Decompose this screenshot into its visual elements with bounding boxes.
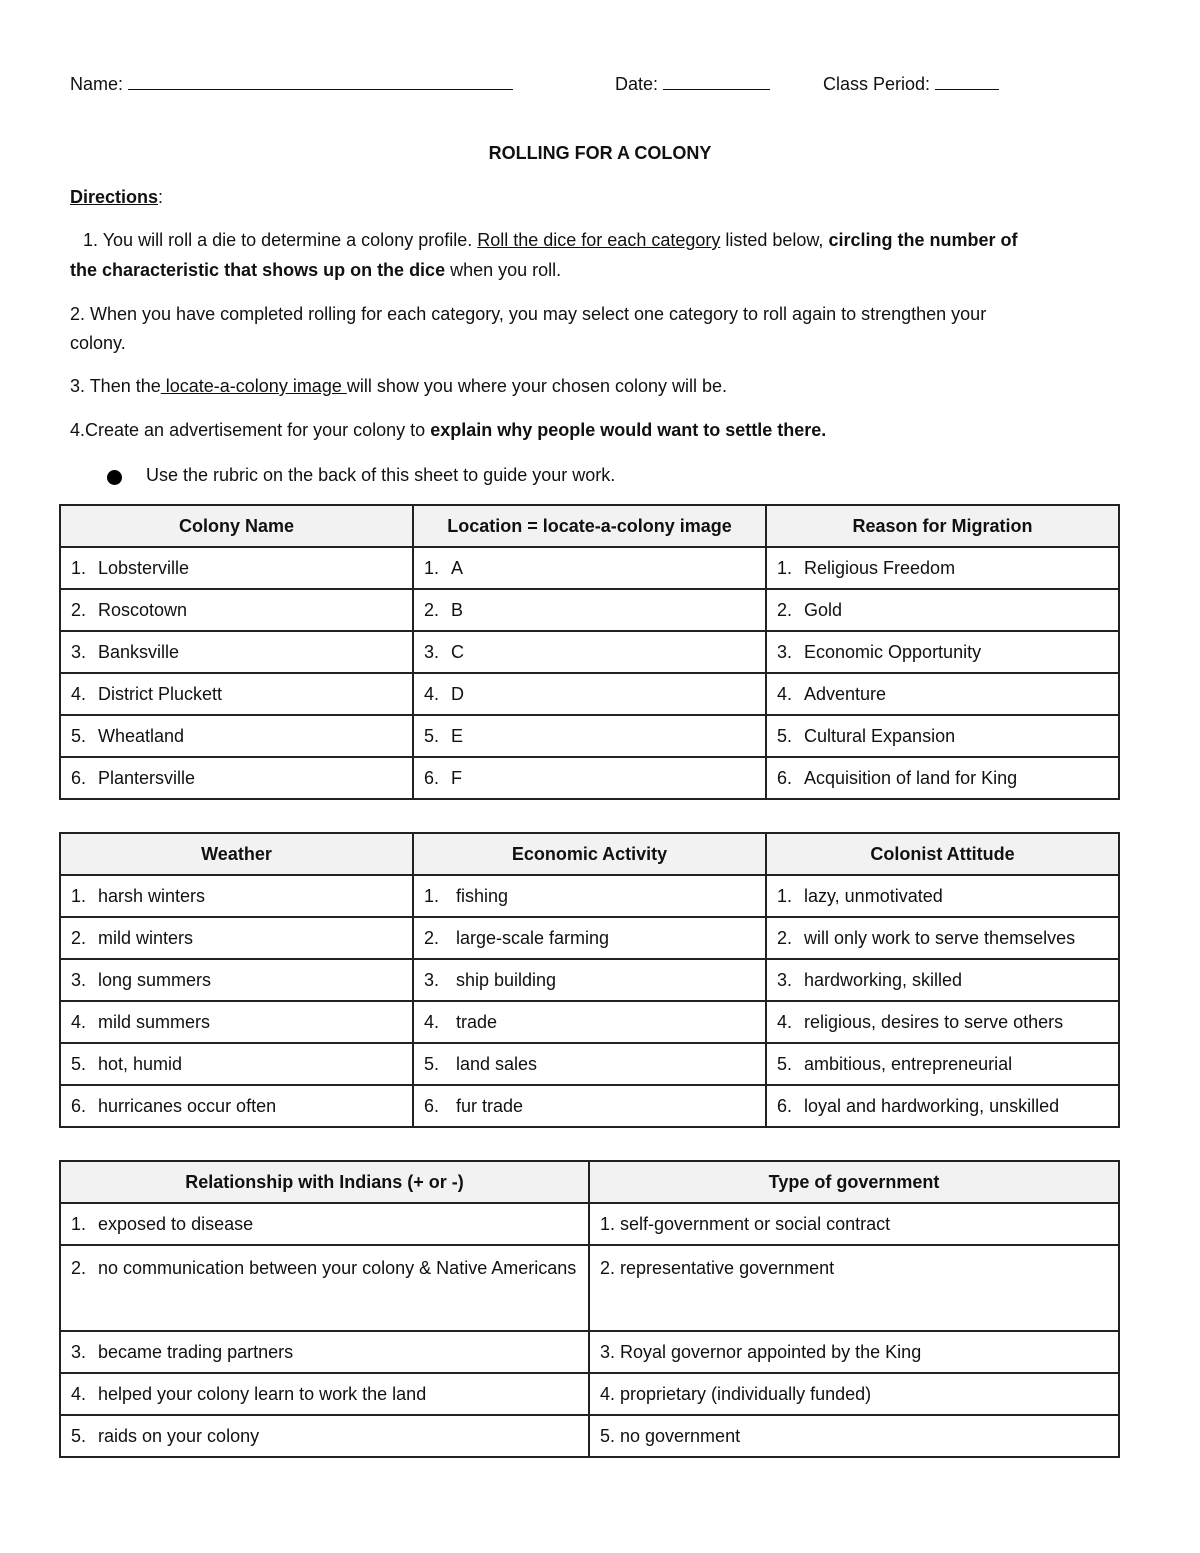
table-row [60,1415,1119,1457]
item-number: 4. [600,1383,616,1404]
item-text: Lobsterville [98,557,190,578]
name-line [70,74,513,95]
item-text: self-government or social contract [620,1213,891,1234]
table-cell[interactable] [766,917,1119,959]
item-text: long summers [98,969,212,990]
table-row [60,917,1119,959]
step-1-number: 1. [83,230,99,250]
table-cell[interactable] [766,715,1119,757]
item-text: no communication between your colony & Native Americans [98,1258,577,1278]
table-row [60,757,1119,799]
item-number: 6. [424,1095,440,1116]
table-cell[interactable] [413,757,766,799]
table-cell[interactable] [413,547,766,589]
table-cell[interactable] [60,757,413,799]
item-number: 1. [424,885,440,906]
step-4-number: 4. [70,420,86,440]
item-text: fishing [456,885,509,906]
item-text: Economic Opportunity [804,641,982,662]
table-cell[interactable] [589,1203,1119,1245]
item-number: 6. [777,767,793,788]
step-3-number: 3. [70,376,86,396]
item-number: 2. [600,1258,616,1278]
item-number: 2. [777,927,793,948]
item-text: trade [456,1011,498,1032]
date-blank[interactable] [663,75,770,90]
table-cell[interactable] [60,1203,589,1245]
item-text: harsh winters [98,885,206,906]
bullet-dot-icon [107,470,122,485]
item-text: Banksville [98,641,180,662]
item-text: hurricanes occur often [98,1095,277,1116]
table-row [60,1373,1119,1415]
item-number: 5. [71,725,87,746]
item-text: Gold [804,599,843,620]
item-number: 4. [777,1011,793,1032]
table-header-row [60,1161,1119,1203]
name-label: Name: [70,74,124,94]
table-cell[interactable] [413,631,766,673]
column-header: Relationship with Indians (+ or -) [60,1161,589,1203]
table-row [60,673,1119,715]
table-cell[interactable] [413,917,766,959]
item-number: 2. [71,1258,87,1278]
item-text: Plantersville [98,767,196,788]
item-number: 5. [71,1053,87,1074]
table-cell[interactable] [766,1085,1119,1127]
table-row [60,1331,1119,1373]
table-cell[interactable] [60,1245,589,1331]
item-text: lazy, unmotivated [804,885,943,906]
step-2-text-a: When you have completed rolling for each category, you may select one category to roll again to strengthen your [85,304,987,324]
item-text: F [451,767,462,788]
item-number: 5. [424,1053,440,1074]
table-row [60,959,1119,1001]
table-row [60,1043,1119,1085]
item-number: 1. [424,557,440,578]
item-text: Cultural Expansion [804,725,956,746]
item-number: 3. [777,641,793,662]
item-text: hardworking, skilled [804,969,963,990]
item-number: 3. [424,969,440,990]
date-line [615,74,770,95]
item-text: proprietary (individually funded) [620,1383,872,1404]
table-cell[interactable] [413,715,766,757]
step-1-text-c: when you roll. [445,260,562,280]
item-text: C [451,641,464,662]
step-4 [70,420,826,441]
table-colony-location-reason [59,504,1120,800]
step-4-text-a: Create an advertisement for your colony to [85,420,431,440]
item-number: 3. [71,1341,87,1362]
item-number: 4. [424,1011,440,1032]
directions-colon: : [158,187,164,207]
step-3-text-b: will show you where your chosen colony will be. [346,376,728,396]
column-header: Weather [60,833,413,875]
step-3-underlined: locate-a-colony image [160,376,347,396]
column-header: Economic Activity [413,833,766,875]
item-number: 4. [71,1383,87,1404]
item-text: ship building [456,969,557,990]
item-number: 1. [777,557,793,578]
item-number: 2. [424,927,440,948]
step-1-text-b: listed below, [720,230,829,250]
item-number: 1. [71,1213,87,1234]
table-cell[interactable] [413,1001,766,1043]
name-blank[interactable] [128,75,513,90]
table-cell[interactable] [589,1373,1119,1415]
step-1-underlined: Roll the dice for each category [477,230,721,250]
table-cell[interactable] [60,547,413,589]
period-blank[interactable] [935,75,999,90]
column-header: Reason for Migration [766,505,1119,547]
item-text: D [451,683,464,704]
table-cell[interactable] [766,757,1119,799]
item-text: helped your colony learn to work the land [98,1383,427,1404]
table-cell[interactable] [766,1001,1119,1043]
item-number: 6. [424,767,440,788]
table-cell[interactable] [60,631,413,673]
table-row [60,875,1119,917]
step-1-bold-1: circling the number of [828,230,1018,250]
period-label: Class Period: [823,74,931,94]
item-text: mild summers [98,1011,211,1032]
item-text: land sales [456,1053,538,1074]
item-number: 4. [71,683,87,704]
item-number: 2. [777,599,793,620]
item-number: 3. [777,969,793,990]
item-number: 1. [71,557,87,578]
item-number: 4. [424,683,440,704]
column-header: Type of government [589,1161,1119,1203]
column-header: Colonist Attitude [766,833,1119,875]
item-text: Acquisition of land for King [804,767,1018,788]
table-cell[interactable] [589,1415,1119,1457]
item-number: 5. [777,1053,793,1074]
item-text: loyal and hardworking, unskilled [804,1095,1060,1116]
step-2-line-1 [70,304,986,325]
item-text: raids on your colony [98,1425,260,1446]
table-cell[interactable] [60,1043,413,1085]
item-text: fur trade [456,1095,524,1116]
period-line [823,74,999,95]
table-cell[interactable] [413,1043,766,1085]
item-text: no government [620,1425,741,1446]
table-header-row [60,505,1119,547]
step-1-bold-2: the characteristic that shows up on the dice [70,260,446,280]
table-cell[interactable] [60,673,413,715]
table-row [60,589,1119,631]
step-2-number: 2. [70,304,86,324]
item-text: Roscotown [98,599,188,620]
table-cell[interactable] [60,959,413,1001]
item-text: B [451,599,464,620]
step-4-bold: explain why people would want to settle there. [430,420,827,440]
item-number: 5. [71,1425,87,1446]
item-number: 1. [777,885,793,906]
item-text: became trading partners [98,1341,294,1362]
item-text: large-scale farming [456,927,610,948]
item-text: ambitious, entrepreneurial [804,1053,1013,1074]
item-number: 3. [71,641,87,662]
item-text: District Pluckett [98,683,223,704]
table-cell[interactable] [766,1043,1119,1085]
item-number: 3. [600,1341,616,1362]
item-text: representative government [620,1258,835,1278]
item-text: exposed to disease [98,1213,254,1234]
table-cell[interactable] [766,673,1119,715]
item-number: 2. [71,599,87,620]
step-1-text-a: You will roll a die to determine a colony profile. [98,230,478,250]
item-number: 4. [777,683,793,704]
item-number: 6. [71,767,87,788]
table-indians-government [59,1160,1120,1458]
table-cell[interactable] [60,1001,413,1043]
item-text: Religious Freedom [804,557,956,578]
item-text: will only work to serve themselves [804,927,1076,948]
table-cell[interactable] [413,1085,766,1127]
item-text: A [451,557,464,578]
table-cell[interactable] [766,631,1119,673]
table-row [60,547,1119,589]
table-row [60,631,1119,673]
table-cell[interactable] [60,1085,413,1127]
table-cell[interactable] [413,959,766,1001]
item-number: 1. [600,1213,616,1234]
table-cell[interactable] [766,547,1119,589]
column-header: Location = locate-a-colony image [413,505,766,547]
date-label: Date: [615,74,659,94]
item-number: 5. [424,725,440,746]
step-1-line-2 [70,260,561,281]
table-row [60,1203,1119,1245]
item-text: Wheatland [98,725,185,746]
item-text: E [451,725,464,746]
item-number: 3. [424,641,440,662]
table-row [60,1085,1119,1127]
item-number: 6. [71,1095,87,1116]
item-number: 2. [71,927,87,948]
step-3 [70,376,727,397]
table-cell[interactable] [589,1331,1119,1373]
table-row [60,715,1119,757]
item-text: Adventure [804,683,887,704]
table-cell[interactable] [413,875,766,917]
table-cell[interactable] [60,1331,589,1373]
table-cell[interactable] [766,959,1119,1001]
item-number: 5. [777,725,793,746]
item-text: mild winters [98,927,194,948]
rubric-note: Use the rubric on the back of this sheet to guide your work. [146,465,616,485]
item-text: religious, desires to serve others [804,1011,1064,1032]
table-cell[interactable] [413,589,766,631]
item-number: 4. [71,1011,87,1032]
item-number: 5. [600,1425,616,1446]
column-header: Colony Name [60,505,413,547]
step-1-line-1 [83,230,1017,251]
directions-heading [70,187,163,208]
table-cell[interactable] [413,673,766,715]
table-row [60,1245,1119,1331]
table-header-row [60,833,1119,875]
table-cell[interactable] [60,1415,589,1457]
item-text: Royal governor appointed by the King [620,1341,922,1362]
table-cell[interactable] [60,1373,589,1415]
table-cell[interactable] [766,589,1119,631]
item-number: 2. [424,599,440,620]
table-weather-economy-attitude [59,832,1120,1128]
table-row [60,1001,1119,1043]
item-number: 1. [71,885,87,906]
item-text: hot, humid [98,1053,183,1074]
item-number: 3. [71,969,87,990]
item-number: 6. [777,1095,793,1116]
table-cell[interactable] [60,917,413,959]
page-title: ROLLING FOR A COLONY [488,143,712,163]
table-cell[interactable] [589,1245,1119,1331]
directions-heading-text: Directions [70,187,159,207]
table-cell[interactable] [60,875,413,917]
step-3-text-a: Then the [85,376,161,396]
table-cell[interactable] [60,715,413,757]
step-2-line-2: colony. [70,333,126,353]
table-cell[interactable] [60,589,413,631]
table-cell[interactable] [766,875,1119,917]
